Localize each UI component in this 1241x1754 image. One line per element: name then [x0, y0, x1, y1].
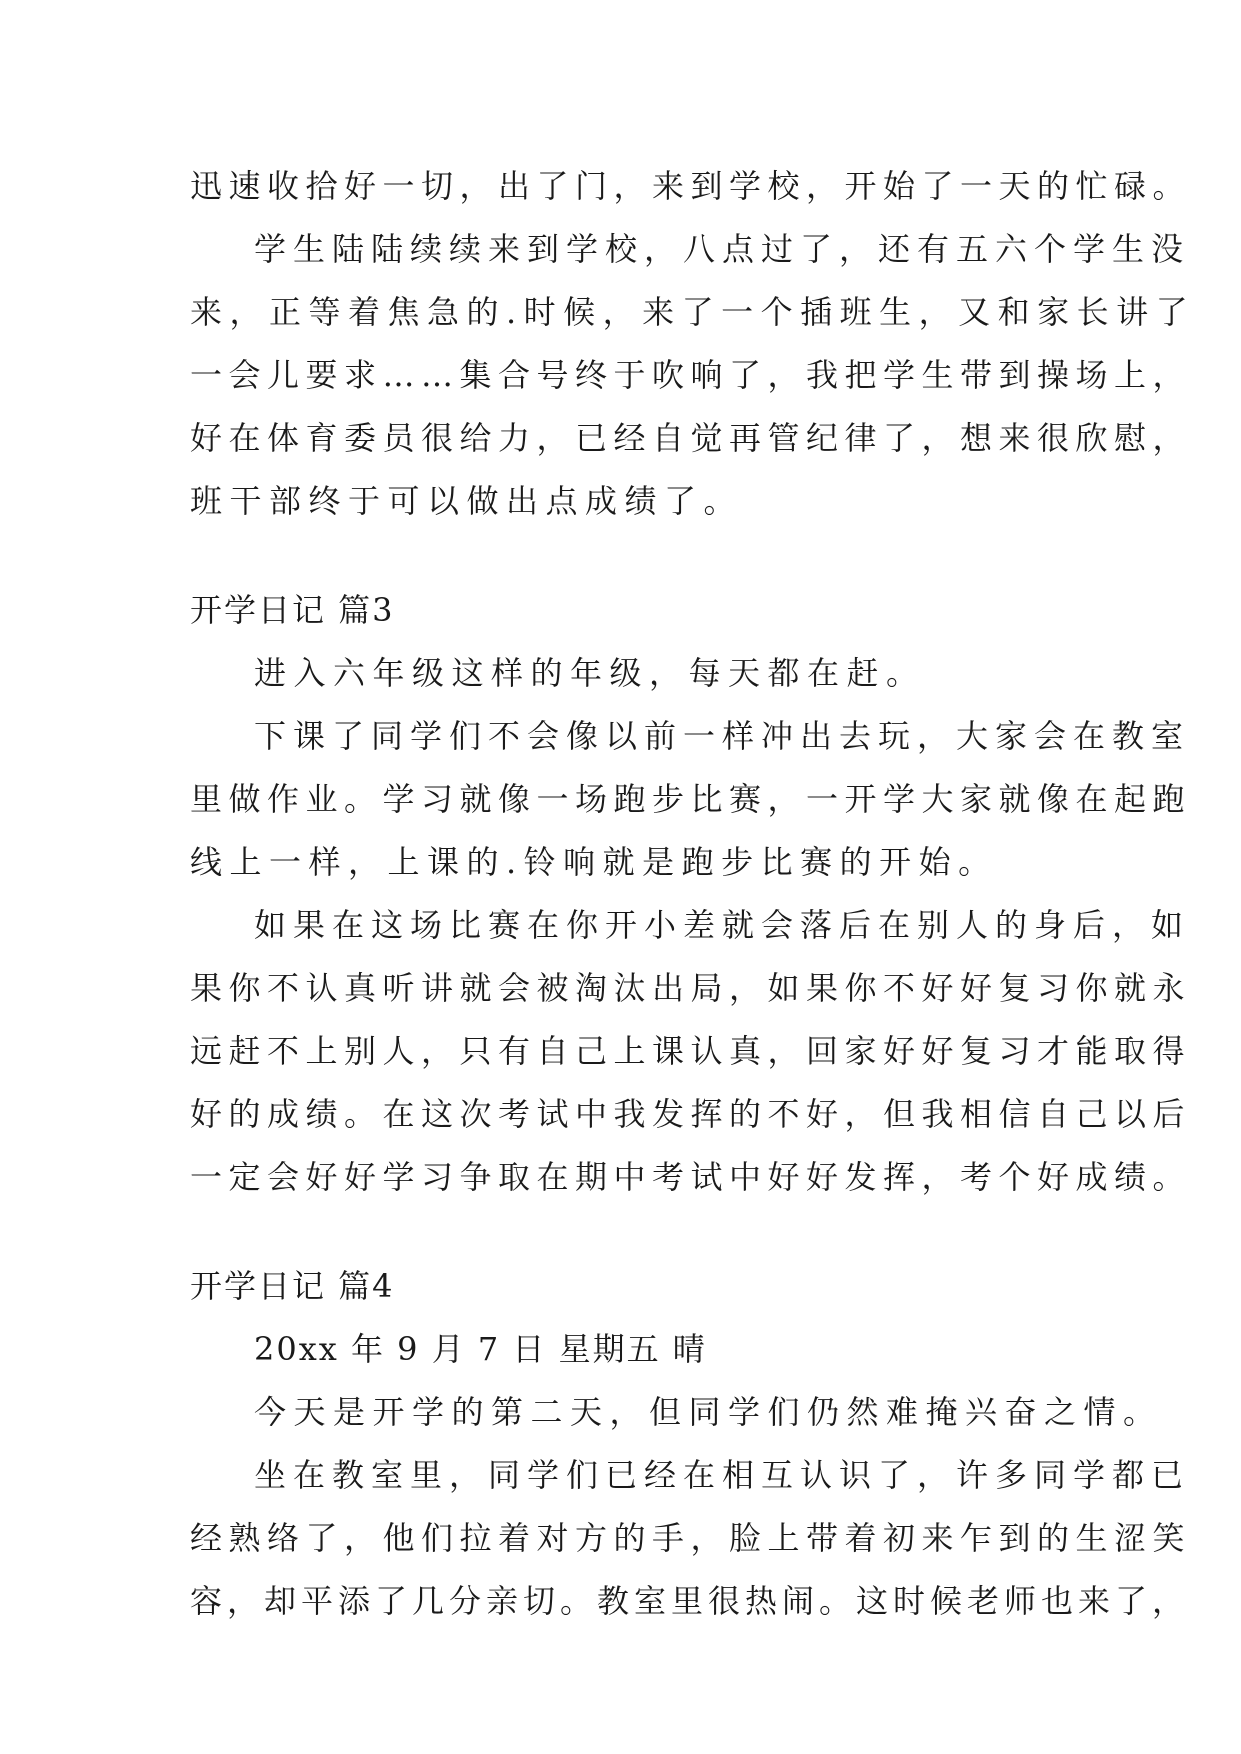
text-line: 班干部终于可以做出点成绩了。: [190, 482, 744, 520]
paragraph-start: 今天是开学的第二天，但同学们仍然难掩兴奋之情。: [254, 1393, 1163, 1431]
text-line: 好在体育委员很给力，已经自觉再管纪律了，想来很欣慰，: [190, 419, 1192, 457]
text-line: 容，却平添了几分亲切。教室里很热闹。这时候老师也来了，: [190, 1582, 1190, 1620]
date-line: 20xx 年 9 月 7 日 星期五 晴: [254, 1330, 707, 1368]
section-heading: 开学日记 篇4: [190, 1267, 395, 1305]
text-line: 一会儿要求……集合号终于吹响了，我把学生带到操场上，: [190, 356, 1192, 394]
text-line: 经熟络了，他们拉着对方的手，脸上带着初来乍到的生涩笑: [190, 1519, 1192, 1557]
text-line: 果你不认真听讲就会被淘汰出局，如果你不好好复习你就永: [190, 969, 1192, 1007]
text-line: 好的成绩。在这次考试中我发挥的不好，但我相信自己以后: [190, 1095, 1192, 1133]
text-line: 远赶不上别人，只有自己上课认真，回家好好复习才能取得: [190, 1032, 1192, 1070]
paragraph-start: 坐在教室里，同学们已经在相互认识了，许多同学都已: [254, 1456, 1191, 1494]
paragraph-start: 如果在这场比赛在你开小差就会落后在别人的身后，如: [254, 906, 1191, 944]
text-line: 一定会好好学习争取在期中考试中好好发挥，考个好成绩。: [190, 1158, 1192, 1196]
section-heading: 开学日记 篇3: [190, 591, 395, 629]
text-line: 线上一样，上课的.铃响就是跑步比赛的开始。: [190, 843, 998, 881]
paragraph-start: 学生陆陆续续来到学校，八点过了，还有五六个学生没: [254, 230, 1191, 268]
text-line: 迅速收拾好一切，出了门，来到学校，开始了一天的忙碌。: [190, 167, 1192, 205]
text-line: 来，正等着焦急的.时候，来了一个插班生，又和家长讲了: [190, 293, 1196, 331]
paragraph-start: 进入六年级这样的年级，每天都在赶。: [254, 654, 926, 692]
text-line: 里做作业。学习就像一场跑步比赛，一开学大家就像在起跑: [190, 780, 1192, 818]
paragraph-start: 下课了同学们不会像以前一样冲出去玩，大家会在教室: [254, 717, 1191, 755]
